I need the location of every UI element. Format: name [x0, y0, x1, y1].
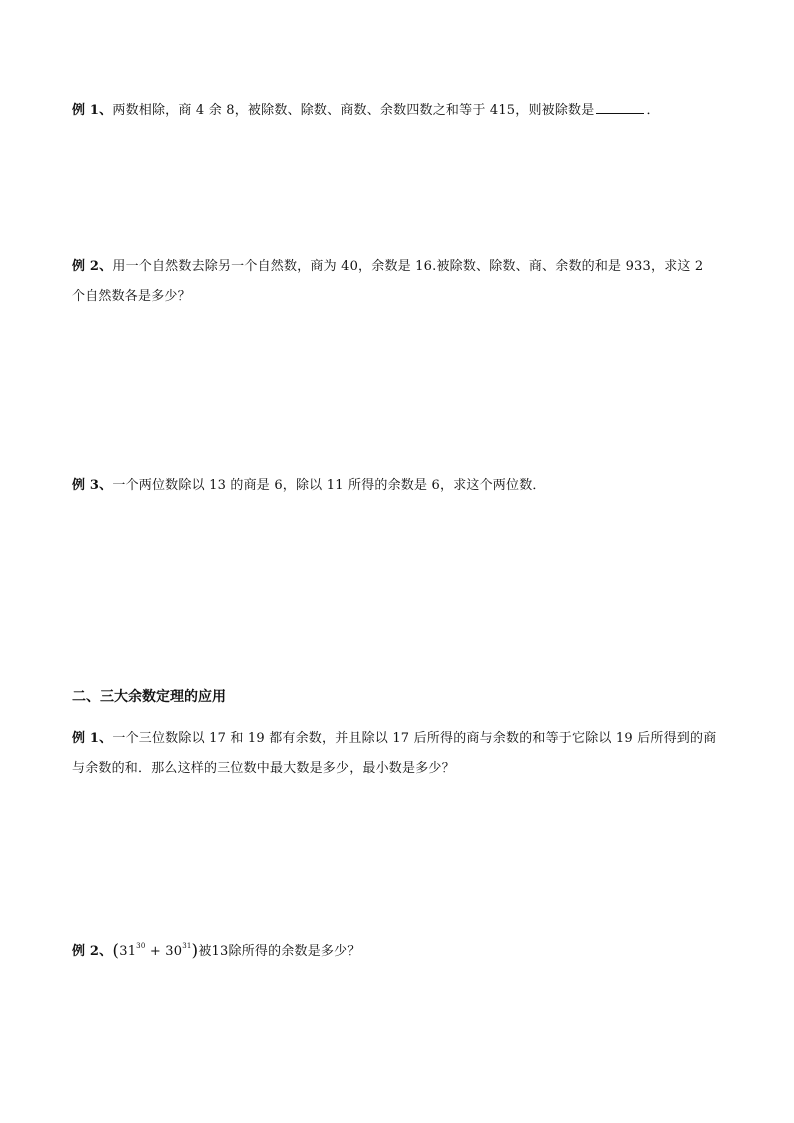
- problem-label: 例 1、: [72, 103, 113, 118]
- problem-2-1: [72, 724, 732, 784]
- problem-text: 一个两位数除以 13 的商是 6，除以 11 所得的余数是 6，求这个两位数．: [112, 478, 546, 493]
- formula-base-1: 31: [119, 944, 137, 959]
- problem-text-end: ．: [646, 103, 660, 118]
- answer-blank: [596, 100, 644, 114]
- formula-plus: +: [145, 944, 166, 959]
- problem-label: 例 2、: [72, 944, 113, 959]
- problem-1-2: [72, 252, 732, 312]
- problem-text: 一个三位数除以 17 和 19 都有余数，并且除以 17 后所得的商与余数的和等于它除以 19 后所得到的商: [112, 731, 717, 746]
- open-paren: (: [112, 941, 120, 961]
- problem-label: 例 1、: [72, 731, 113, 746]
- problem-text: 被13除所得的余数是多少？: [198, 944, 361, 959]
- problem-text: 两数相除，商 4 余 8，被除数、除数、商数、余数四数之和等于 415，则被除数是: [112, 103, 595, 118]
- problem-text: 用一个自然数去除另一个自然数，商为 40，余数是 16.被除数、除数、商、余数的和是 933，求这 2: [112, 259, 704, 274]
- problem-line-1: [72, 252, 732, 282]
- problem-label: 例 3、: [72, 478, 113, 493]
- section-title: 二、三大余数定理的应用: [72, 689, 226, 705]
- close-paren: ): [191, 941, 199, 961]
- exponent-formula: [112, 941, 199, 961]
- formula-base-2: 30: [165, 944, 183, 959]
- problem-line-2: 与余数的和．那么这样的三位数中最大数是多少，最小数是多少？: [72, 761, 455, 776]
- formula-exponent-2: 31: [182, 942, 192, 950]
- problem-1-3: [72, 471, 732, 501]
- formula-exponent-1: 30: [136, 942, 146, 950]
- problem-line-2: 个自然数各是多少？: [72, 289, 191, 304]
- problem-label: 例 2、: [72, 259, 113, 274]
- problem-line-1: [72, 724, 732, 754]
- problem-1-1: [72, 96, 732, 126]
- problem-2-2: [72, 936, 732, 967]
